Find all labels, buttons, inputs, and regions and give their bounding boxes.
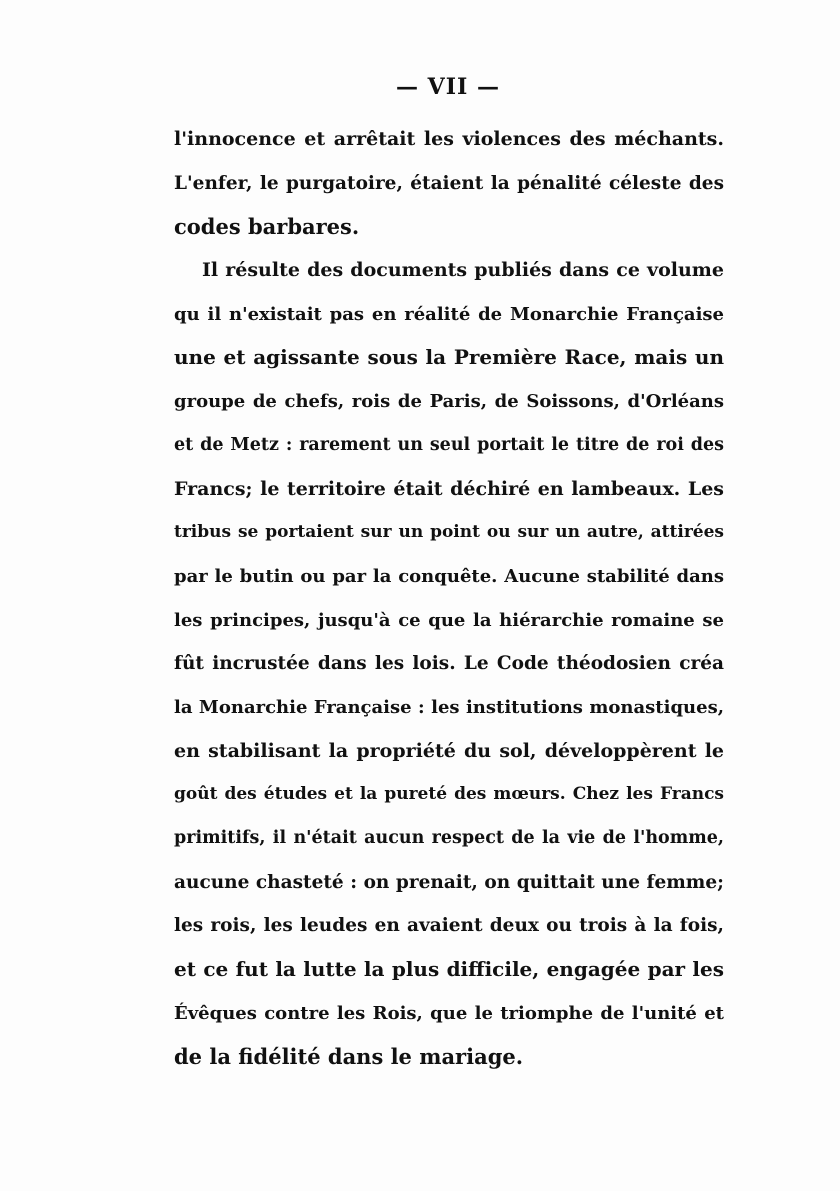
text-line: aucune chasteté : on prenait, on quittait une femme; (174, 871, 724, 893)
paragraph (174, 249, 724, 1079)
text-line: primitifs, il n'était aucun respect de la vie de l'homme, (174, 828, 724, 848)
text-line: les rois, les leudes en avaient deux ou trois à la fois, (174, 915, 724, 937)
page-number: — VII — (396, 74, 500, 100)
text-line: l'innocence et arrêtait les violences des méchants. (174, 128, 724, 150)
text-line: codes barbares. (174, 214, 360, 240)
text-line: goût des études et la pureté des mœurs. Chez les Francs (174, 784, 724, 805)
text-line: par le butin ou par la conquête. Aucune stabilité dans (174, 565, 724, 587)
text-line: en stabilisant la propriété du sol, développèrent le (174, 739, 724, 762)
body-text (174, 118, 724, 1079)
text-line: et de Metz : rarement un seul portait le titre de roi des (174, 434, 724, 455)
text-line: tribus se portaient sur un point ou sur un autre, attirées (174, 522, 724, 543)
text-line: les principes, jusqu'à ce que la hiérarchie romaine se (174, 609, 724, 631)
text-line: Il résulte des documents publiés dans ce volume (202, 259, 724, 282)
text-line: qu il n'existait pas en réalité de Monarchie Française (174, 303, 724, 325)
text-line: Évêques contre les Rois, que le triomphe de l'unité et (174, 1002, 724, 1024)
text-line: une et agissante sous la Première Race, mais un (174, 345, 724, 370)
text-line: groupe de chefs, rois de Paris, de Soissons, d'Orléans (174, 391, 724, 413)
text-line: de la fidélité dans le mariage. (174, 1044, 524, 1070)
text-line: et ce fut la lutte la plus difficile, engagée par les (174, 957, 724, 982)
text-line: L'enfer, le purgatoire, étaient la pénalité céleste des (174, 172, 724, 194)
text-line: fût incrustée dans les lois. Le Code théodosien créa (174, 653, 724, 675)
text-line: Francs; le territoire était déchiré en lambeaux. Les (174, 477, 724, 500)
text-line: la Monarchie Française : les institutions monastiques, (174, 696, 724, 718)
paragraph (174, 118, 724, 249)
